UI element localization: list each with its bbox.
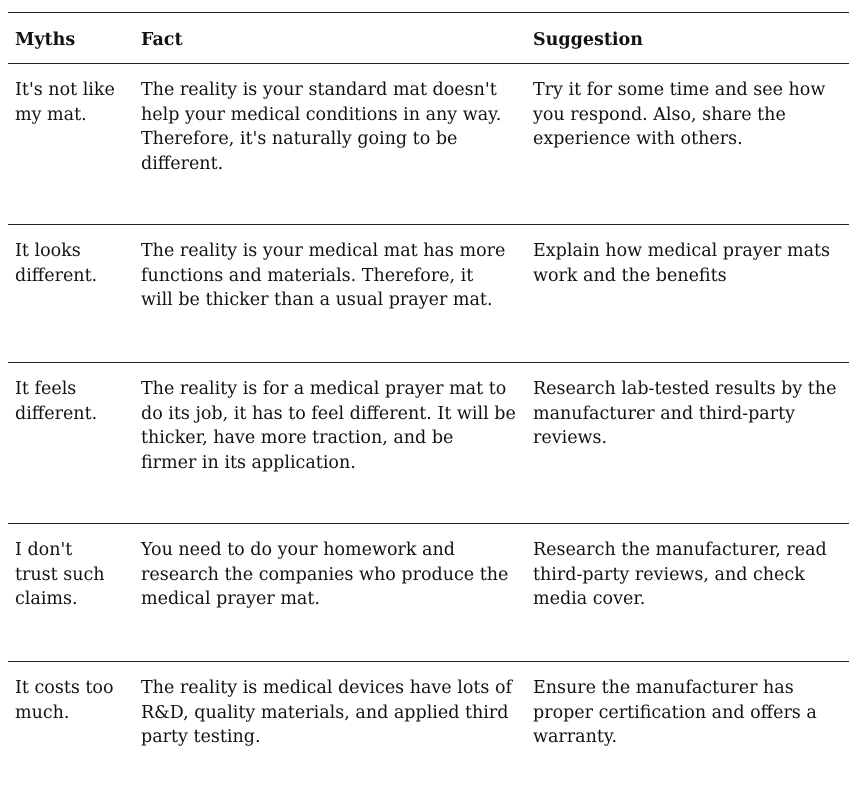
header-myths: Myths [15, 30, 76, 50]
table-header-row [8, 12, 849, 63]
suggestion-cell: Try it for some time and see how you respond. Also, share the experience with others. [533, 80, 826, 149]
fact-cell: The reality is for a medical prayer mat to do its job, it has to feel different. It will be thicker, have more traction, and be firmer in its application. [141, 379, 516, 473]
suggestion-cell: Ensure the manufacturer has proper certification and offers a warranty. [533, 678, 817, 747]
suggestion-cell: Research the manufacturer, read third-party reviews, and check media cover. [533, 540, 827, 609]
myth-cell: It's not like my mat. [15, 80, 115, 125]
header-fact: Fact [141, 30, 183, 50]
table-row [8, 661, 849, 781]
fact-cell: The reality is your standard mat doesn't help your medical conditions in any way. Therefore, it's naturally going to be different. [141, 80, 502, 174]
table-row [8, 523, 849, 661]
fact-cell: The reality is medical devices have lots of R&D, quality materials, and applied third party testing. [141, 678, 512, 747]
myth-cell: It costs too much. [15, 678, 114, 723]
suggestion-cell: Explain how medical prayer mats work and the benefits [533, 241, 831, 286]
header-suggestion: Suggestion [533, 30, 643, 50]
suggestion-cell: Research lab-tested results by the manufacturer and third-party reviews. [533, 379, 837, 448]
myths-facts-table [8, 12, 849, 781]
fact-cell: The reality is your medical mat has more functions and materials. Therefore, it will be thicker than a usual prayer mat. [141, 241, 506, 310]
myth-cell: I don't trust such claims. [15, 540, 105, 609]
myth-cell: It looks different. [15, 241, 98, 286]
table-row [8, 63, 849, 224]
table-row [8, 362, 849, 523]
fact-cell: You need to do your homework and research the companies who produce the medical prayer mat. [141, 540, 509, 609]
table-row [8, 224, 849, 362]
myth-cell: It feels different. [15, 379, 98, 424]
